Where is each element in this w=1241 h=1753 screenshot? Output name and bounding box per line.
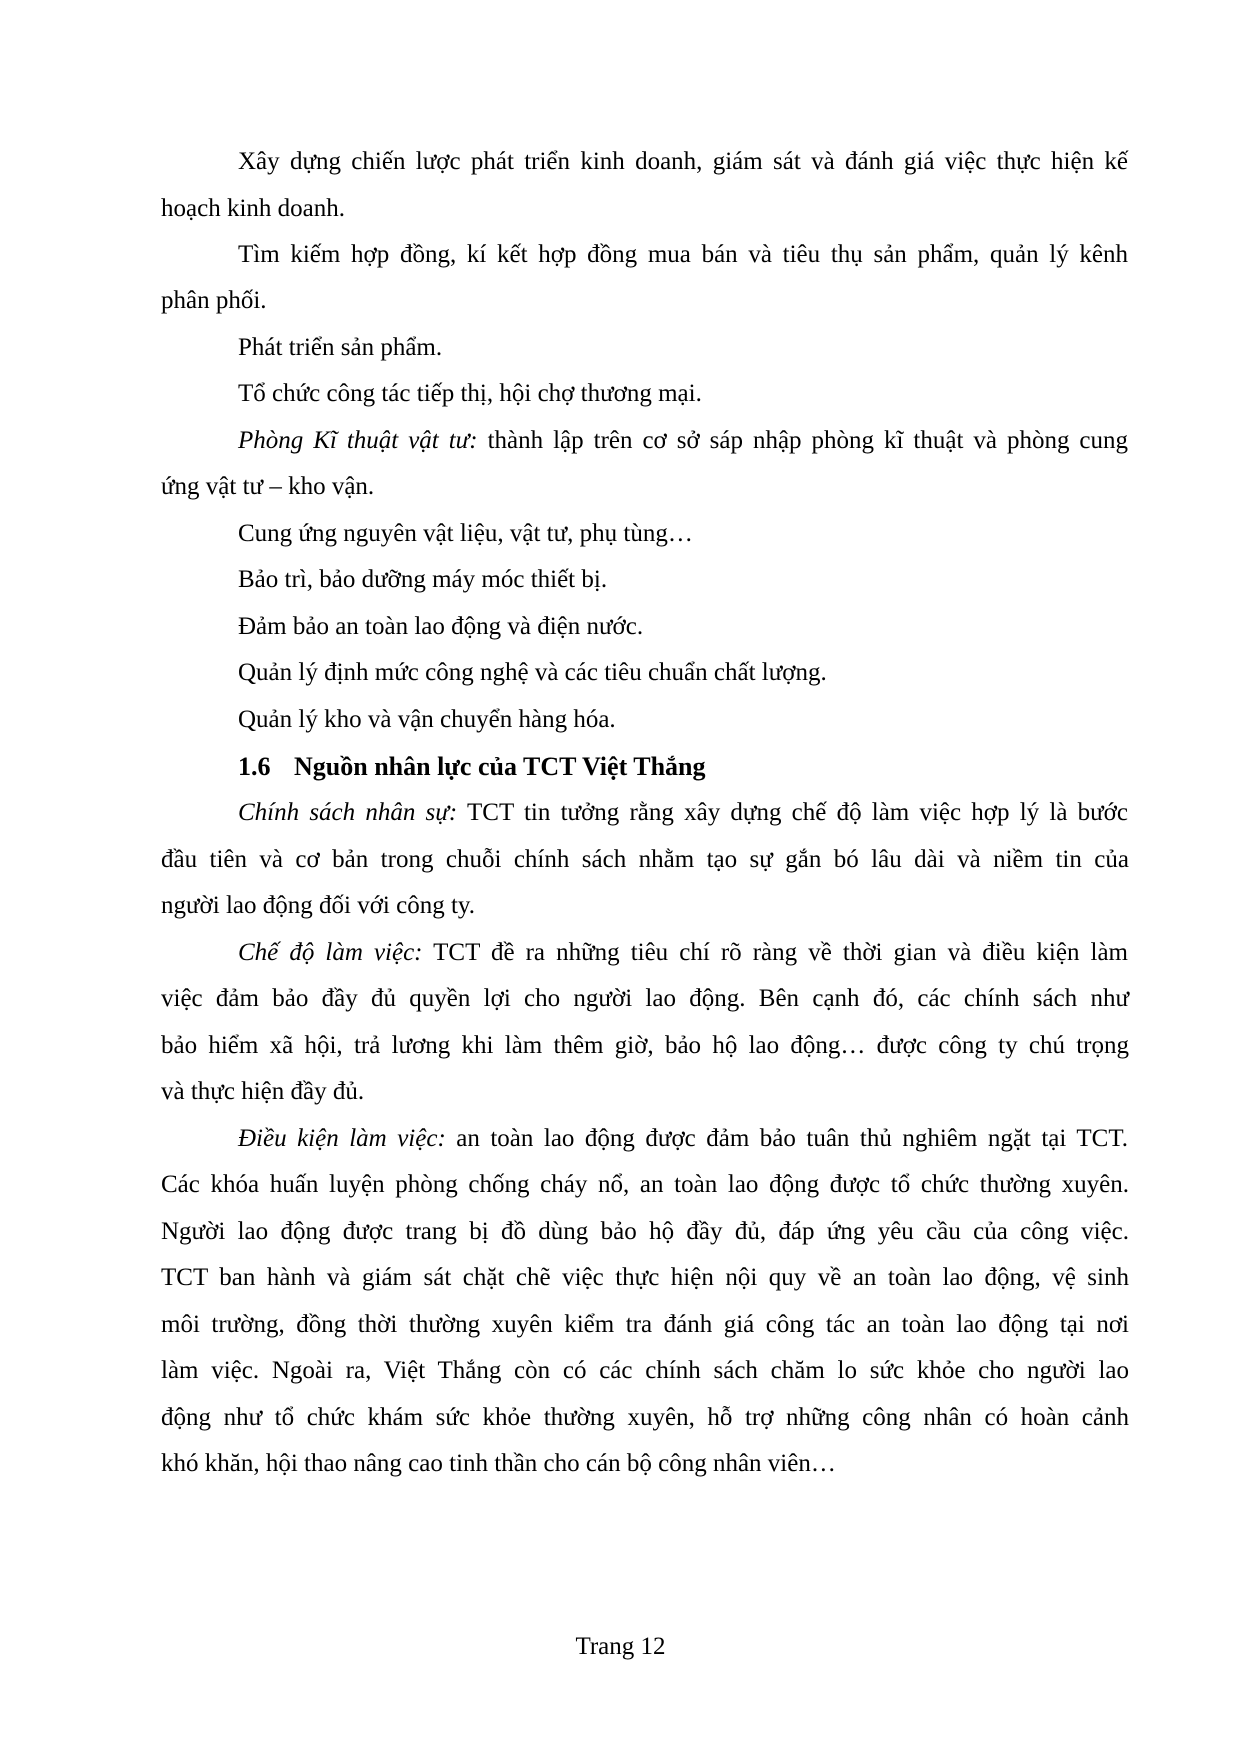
paragraph-line: Người lao động được trang bị đồ dùng bảo hộ đầy đủ, đáp ứng yêu cầu của công việc. xyxy=(161,1218,1129,1245)
paragraph-line: Xây dựng chiến lược phát triển kinh doanh, giám sát và đánh giá việc thực hiện kế xyxy=(238,148,1128,175)
paragraph-line: Cung ứng nguyên vật liệu, vật tư, phụ tùng… xyxy=(238,520,693,547)
inline-text: TCT đề ra những tiêu chí rõ ràng về thời gian và điều kiện làm xyxy=(422,939,1128,966)
paragraph-line: môi trường, đồng thời thường xuyên kiểm tra đánh giá công tác an toàn lao động tại nơi xyxy=(161,1311,1129,1338)
inline-text: thành lập trên cơ sở sáp nhập phòng kĩ thuật và phòng cung xyxy=(477,427,1129,454)
paragraph-line: hoạch kinh doanh. xyxy=(161,195,345,222)
inline-text: TCT tin tưởng rằng xây dựng chế độ làm việc hợp lý là bước xyxy=(457,799,1128,826)
paragraph-line: bảo hiểm xã hội, trả lương khi làm thêm giờ, bảo hộ lao động… được công ty chú trọng xyxy=(161,1032,1129,1059)
inline-text: an toàn lao động được đảm bảo tuân thủ nghiêm ngặt tại TCT. xyxy=(445,1125,1128,1152)
paragraph-line-labeled xyxy=(238,938,1128,968)
paragraph-line: Bảo trì, bảo dưỡng máy móc thiết bị. xyxy=(238,566,608,593)
inline-label: Điều kiện làm việc: xyxy=(238,1125,446,1152)
paragraph-line: đầu tiên và cơ bản trong chuỗi chính sách nhằm tạo sự gắn bó lâu dài và niềm tin của xyxy=(161,846,1129,873)
paragraph-line: Quản lý kho và vận chuyển hàng hóa. xyxy=(238,706,616,733)
paragraph-line: Đảm bảo an toàn lao động và điện nước. xyxy=(238,613,644,640)
paragraph-line: và thực hiện đầy đủ. xyxy=(161,1078,365,1105)
paragraph-line: ứng vật tư – kho vận. xyxy=(161,473,375,500)
paragraph-line-labeled xyxy=(238,1124,1128,1154)
paragraph-line: phân phối. xyxy=(161,287,267,314)
paragraph-line: Phát triển sản phẩm. xyxy=(238,334,443,361)
paragraph-line-labeled xyxy=(238,798,1128,828)
paragraph-line: việc đảm bảo đầy đủ quyền lợi cho người lao động. Bên cạnh đó, các chính sách như xyxy=(161,985,1129,1012)
paragraph-line: làm việc. Ngoài ra, Việt Thắng còn có các chính sách chăm lo sức khỏe cho người lao xyxy=(161,1357,1129,1384)
paragraph-line: động như tổ chức khám sức khỏe thường xuyên, hỗ trợ những công nhân có hoàn cảnh xyxy=(161,1404,1129,1431)
inline-label: Phòng Kĩ thuật vật tư: xyxy=(238,427,478,454)
paragraph-line: Các khóa huấn luyện phòng chống cháy nổ, an toàn lao động được tổ chức thường xuyên. xyxy=(161,1171,1129,1198)
paragraph-line: Tìm kiếm hợp đồng, kí kết hợp đồng mua bán và tiêu thụ sản phẩm, quản lý kênh xyxy=(238,241,1128,268)
inline-label: Chế độ làm việc: xyxy=(238,939,423,966)
page-number: Trang 12 xyxy=(575,1633,666,1660)
paragraph-line-labeled xyxy=(238,426,1128,456)
paragraph-line: Quản lý định mức công nghệ và các tiêu chuẩn chất lượng. xyxy=(238,659,827,686)
section-heading xyxy=(238,752,706,782)
paragraph-line: người lao động đối với công ty. xyxy=(161,892,476,919)
paragraph-line: TCT ban hành và giám sát chặt chẽ việc thực hiện nội quy về an toàn lao động, vệ sinh xyxy=(161,1264,1129,1291)
paragraph-line: khó khăn, hội thao nâng cao tinh thần cho cán bộ công nhân viên… xyxy=(161,1450,836,1477)
section-number: 1.6 xyxy=(238,752,271,781)
paragraph-line: Tổ chức công tác tiếp thị, hội chợ thương mại. xyxy=(238,380,702,407)
section-title: Nguồn nhân lực của TCT Việt Thắng xyxy=(294,752,706,781)
inline-label: Chính sách nhân sự: xyxy=(238,799,458,826)
